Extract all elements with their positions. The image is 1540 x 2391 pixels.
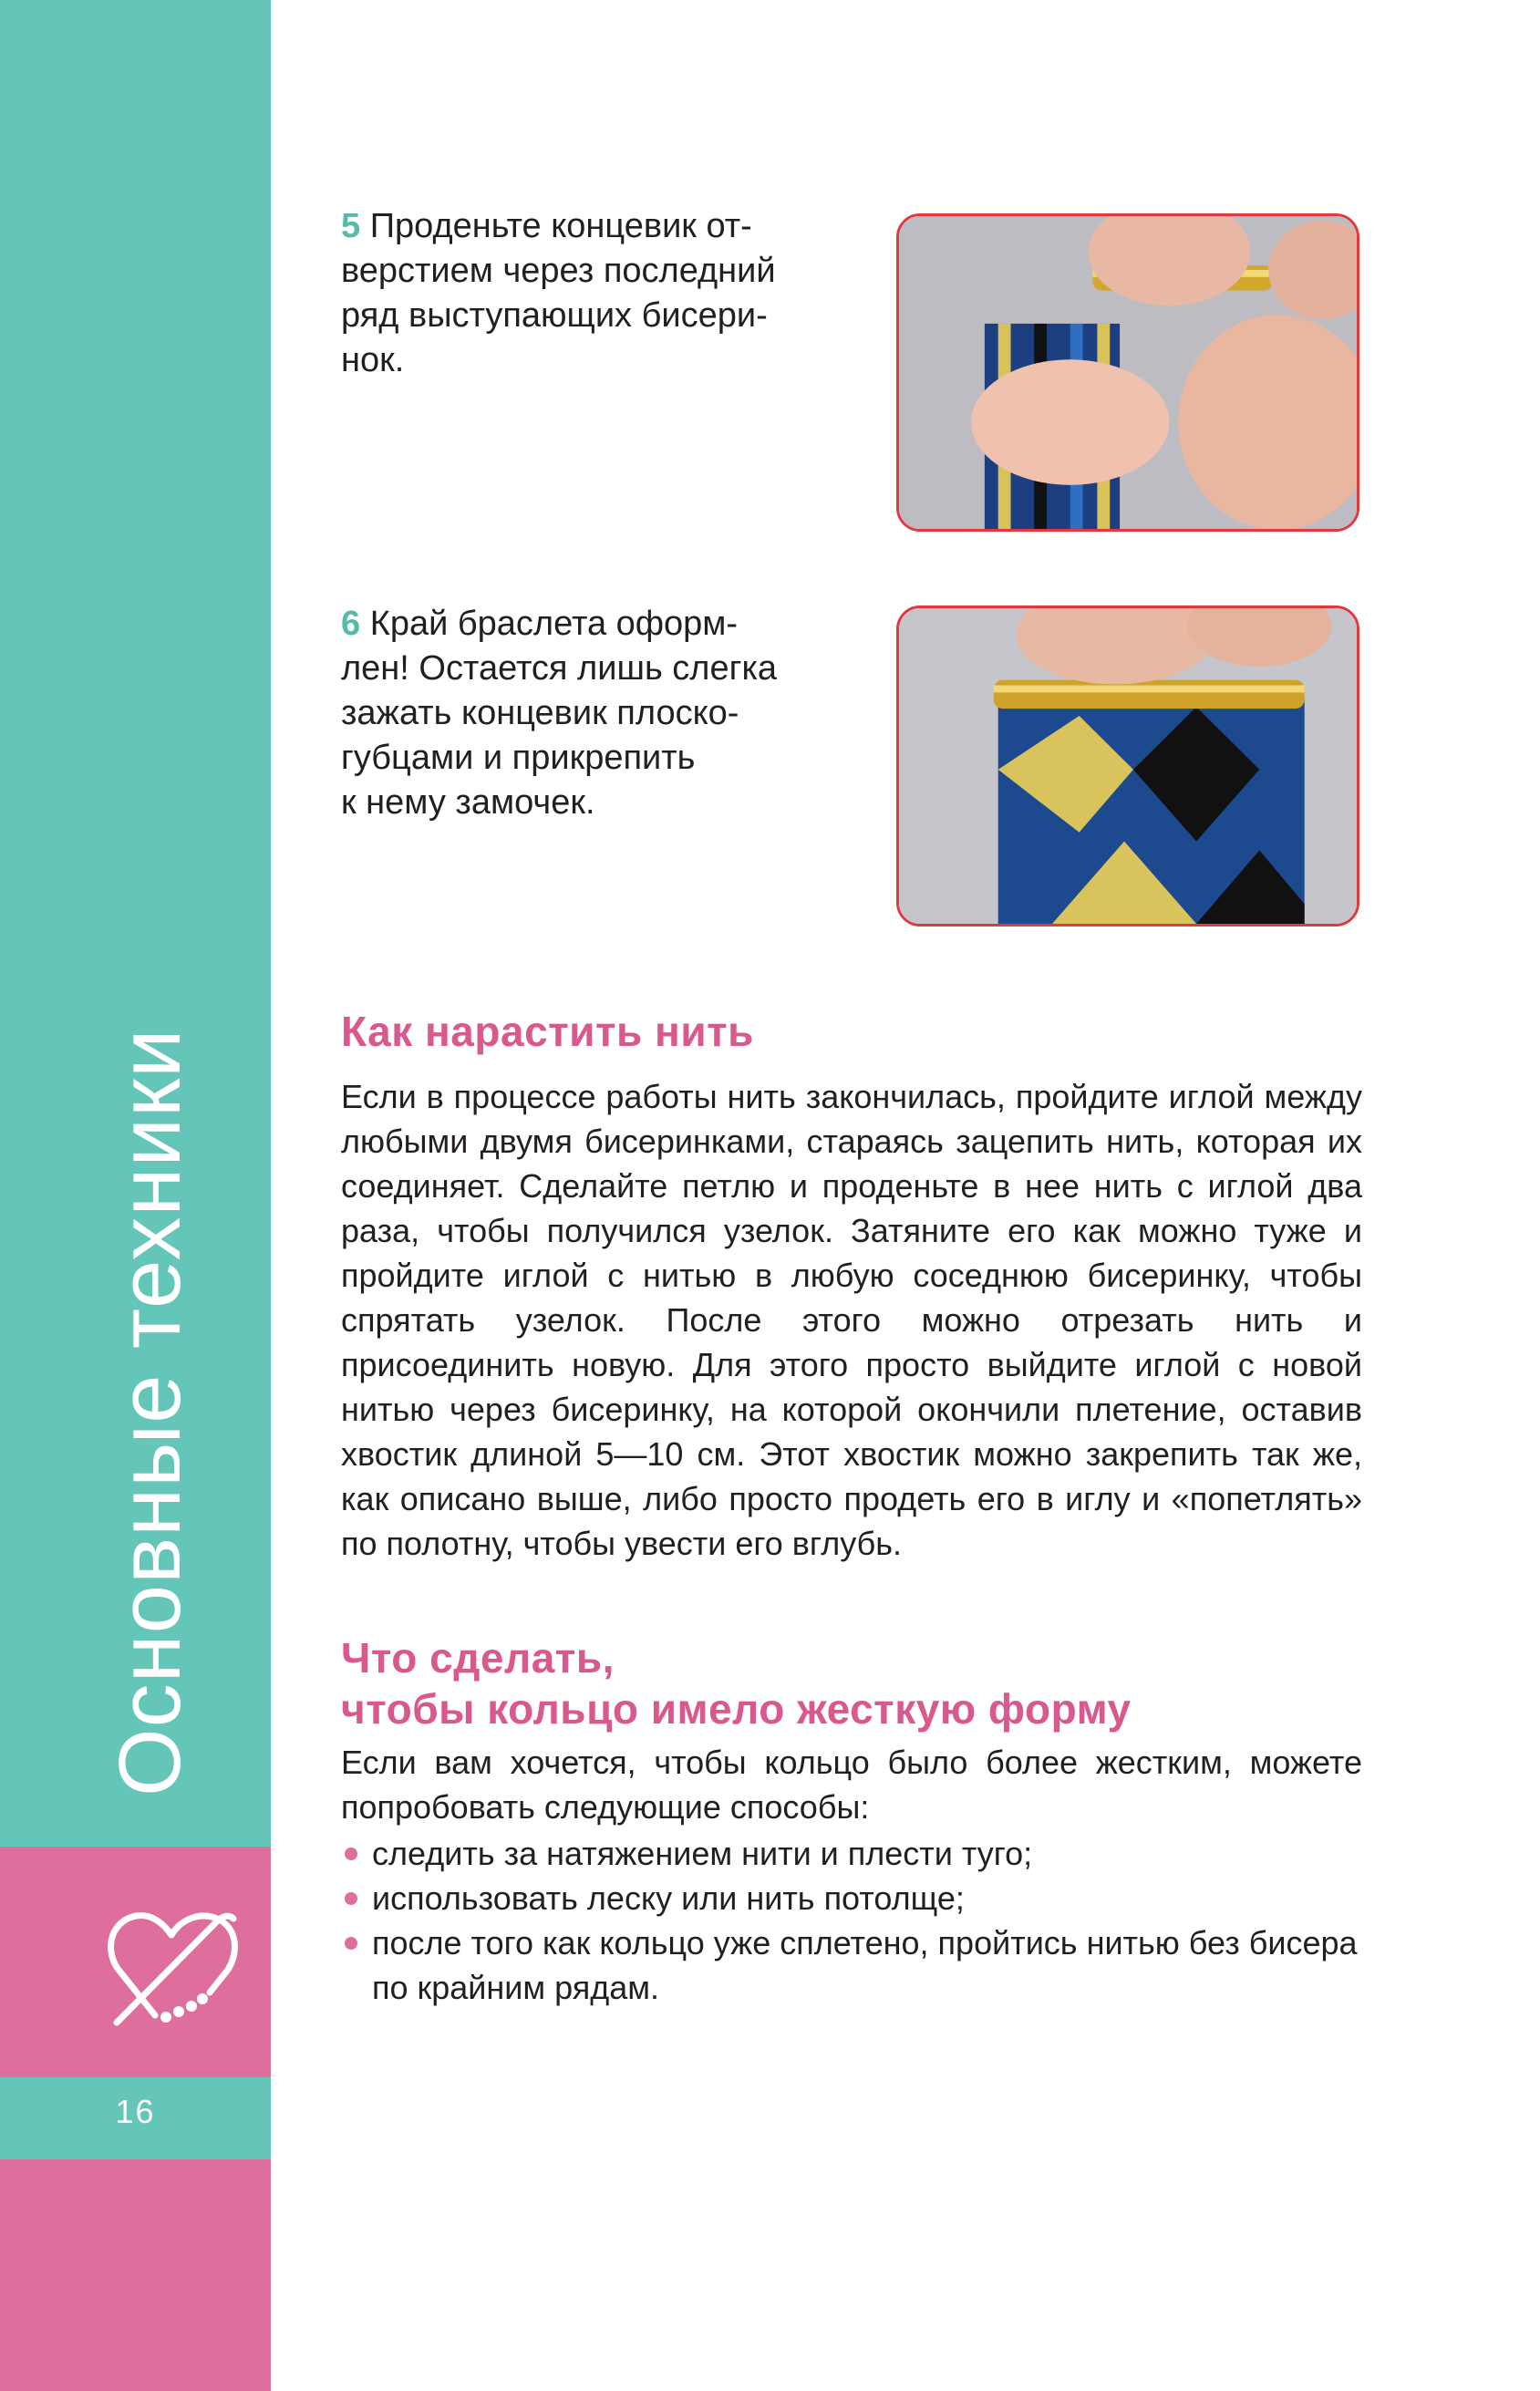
step-text-line: лен! Остается лишь слегка [341,649,778,688]
step-6-photo [896,606,1359,926]
section-heading [341,1632,1132,1734]
section-paragraph: Если в процессе работы нить закончилась, пройдите иглой между любыми двумя бисеринками, стараясь зацепить нить, которая их соединяет. Сделайте петлю и проденьте в нее нить с иглой два раза, чтобы получился узелок. Затяните его как можно туже и пройдите иглой с нитью в любую соседнюю бисеринку, чтобы спрятать узелок. После этого можно отрезать нить и присоединить новую. Для этого просто выйдите иглой с новой нитью через бисеринку, на которой окончили плетение, оставив хвостик длиной 5—10 см. Этот хвостик можно закрепить так же, как описано выше, либо просто продеть его в иглу и «попетлять» по полотну, чтобы увести его вглубь. [341,1078,1362,1562]
step-6 [341,602,815,825]
step-text-line: ряд выступающих бисери- [341,296,768,335]
list-item [341,1876,1362,1920]
list-item-text: следить за натяжением нити и плести туго; [372,1835,1033,1872]
step-5 [341,204,815,383]
section-intro: Если вам хочется, чтобы кольцо было более жестким, можете попробовать следующие способы: [341,1744,1362,1826]
bullet-dot-icon [345,1892,357,1905]
step-text-line: зажать концевик плоско- [341,694,739,732]
list-item [341,1831,1362,1876]
step-text-line: губцами и прикрепить [341,739,696,777]
step-text-line: к нему замочек. [341,783,595,822]
page-number: 16 [115,2093,156,2130]
bullet-list [341,1831,1362,2010]
step-text-line: верстием через последний [341,252,776,290]
section-title: Основные техники [101,1028,199,1796]
heading-line: Что сделать, [341,1634,615,1682]
step-number: 6 [341,605,370,643]
step-text-line: нок. [341,341,405,379]
list-item-text: после того как кольцо уже сплетено, пройтись нитью без бисера по крайним рядам. [372,1924,1358,2006]
list-item-text: использовать леску или нить потолще; [372,1879,965,1917]
sidebar-bottom-band [0,2159,271,2391]
heading-line: чтобы кольцо имело жесткую форму [341,1685,1132,1733]
bullet-dot-icon [345,1848,357,1860]
step-text-line: Проденьте концевик от- [369,207,752,245]
heart-needle-icon [100,1897,255,2034]
section-heading: Как нарастить нить [341,1008,754,1055]
list-item [341,1920,1362,2010]
step-5-photo [896,213,1359,532]
bullet-dot-icon [345,1937,357,1950]
step-text-line: Край браслета оформ- [369,605,739,643]
step-number: 5 [341,207,370,245]
sidebar [0,0,271,2391]
